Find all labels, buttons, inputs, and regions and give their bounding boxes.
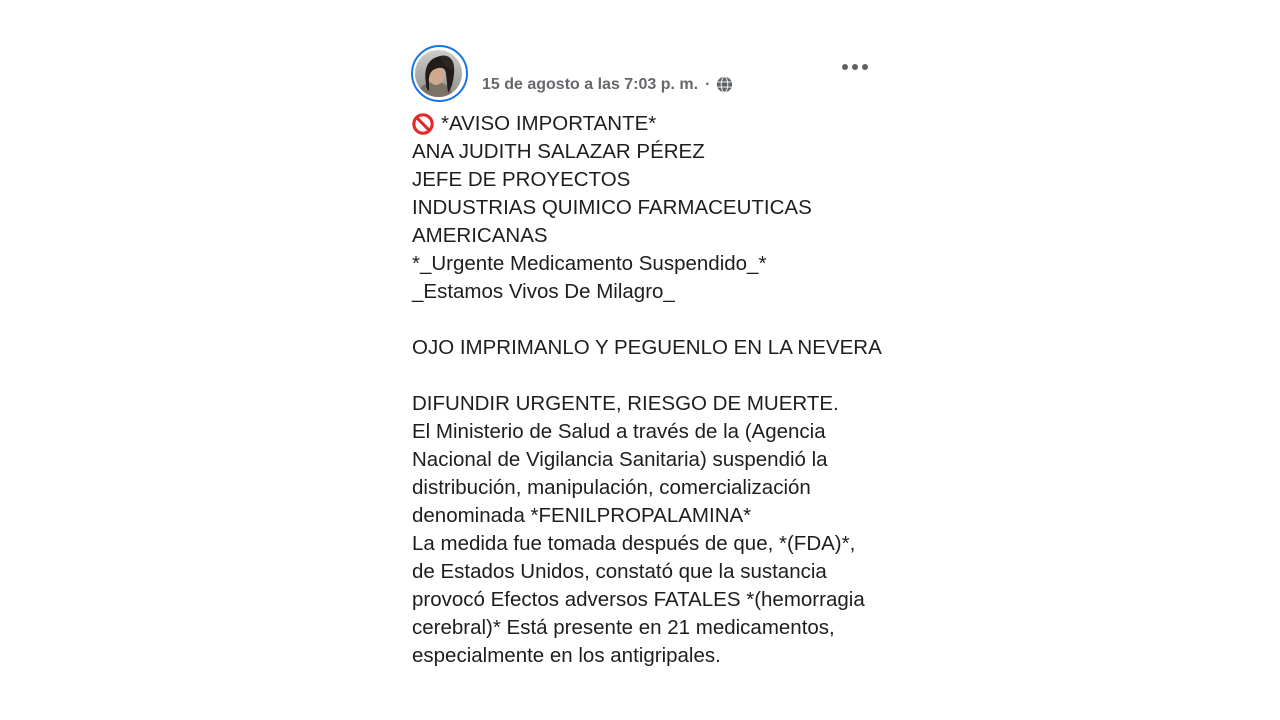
post-line: Nacional de Vigilancia Sanitaria) suspendió la [412,448,828,471]
post-line: AMERICANAS [412,224,548,247]
post-text [412,110,882,670]
post-line: El Ministerio de Salud a través de la (Agencia [412,420,826,443]
ellipsis-menu-icon [842,64,848,70]
post-line [412,110,882,138]
post-line: denominada *FENILPROPALAMINA* [412,504,752,527]
post-line: JEFE DE PROYECTOS [412,168,631,191]
globe-public-icon [716,76,733,93]
post-line: OJO IMPRIMANLO Y PEGUENLO EN LA NEVERA [412,336,882,359]
post-line: especialmente en los antigripales. [412,644,721,667]
ellipsis-menu-icon [862,64,868,70]
avatar[interactable] [411,45,468,102]
prohibited-icon [412,113,434,135]
post-meta [482,74,733,95]
post-line: La medida fue tomada después de que, *(FDA)*, [412,532,856,555]
post-line: distribución, manipulación, comercialización [412,476,811,499]
post-line-blank [412,306,882,334]
post-line: *_Urgente Medicamento Suspendido_* [412,252,767,275]
post-line: INDUSTRIAS QUIMICO FARMACEUTICAS [412,196,812,219]
ellipsis-menu-icon [852,64,858,70]
post-line: ANA JUDITH SALAZAR PÉREZ [412,140,705,163]
post-line-blank [412,362,882,390]
post-options-button[interactable] [838,56,872,78]
timestamp[interactable]: 15 de agosto a las 7:03 p. m. [482,76,699,93]
post-line: _Estamos Vivos De Milagro_ [412,280,675,303]
post-line-text: *AVISO IMPORTANTE* [441,112,657,135]
post-line: de Estados Unidos, constató que la sustancia [412,560,827,583]
post-line: DIFUNDIR URGENTE, RIESGO DE MUERTE. [412,392,839,415]
profile-photo [415,50,462,97]
post-line: cerebral)* Está presente en 21 medicamentos, [412,616,835,639]
dot-separator: · [705,76,711,93]
post-line: provocó Efectos adversos FATALES *(hemorragia [412,588,865,611]
